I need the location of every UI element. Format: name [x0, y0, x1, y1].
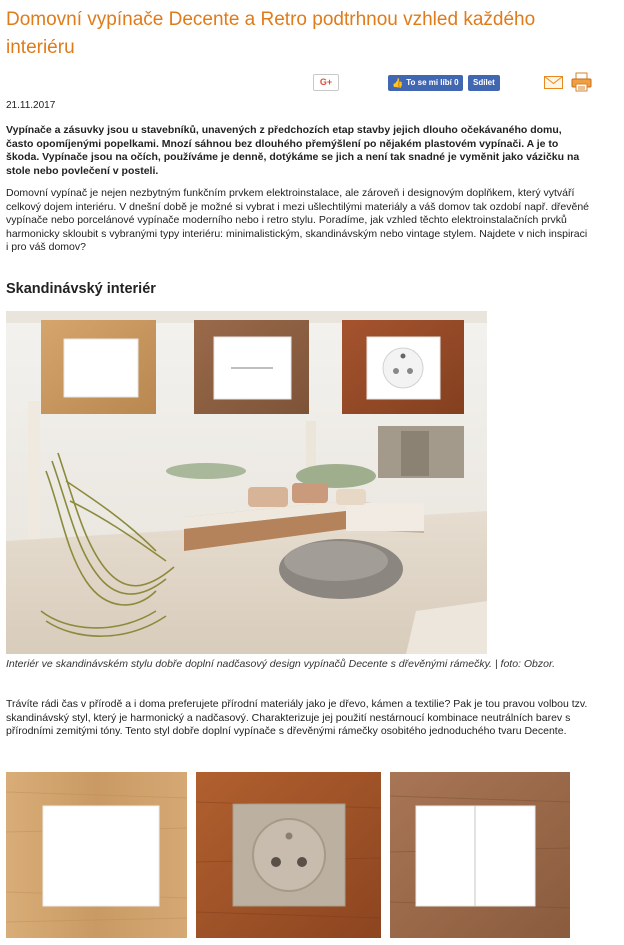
section-heading: Skandinávský interiér	[6, 281, 156, 297]
oak-switch-photo	[6, 772, 187, 938]
interior-photo	[6, 311, 487, 654]
socket-photo	[196, 772, 381, 938]
article-title: Domovní vypínače Decente a Retro podtrhnou vzhled každého interiéru	[6, 9, 536, 58]
photo-caption: Interiér ve skandinávském stylu dobře doplní nadčasový design vypínačů Decente s dřevěnými rámečky. | foto: Obzor.	[6, 658, 555, 670]
facebook-like-button[interactable]	[388, 75, 463, 91]
product-photos-row	[6, 772, 570, 938]
thumbs-up-icon: 👍	[392, 78, 404, 88]
body-paragraph: Domovní vypínač je nejen nezbytným funkčním prvkem elektroinstalace, ale zároveň i designovým doplňkem, který vytváří celkový dojem interiéru. V dnešní době je možné si vybrat i mezi ušlechtilými materiály a váš domov tak ozdobí např. dřevěné vypínače nebo porcelánové vypínače moderního nebo i retro stylu. Poradíme, jak vzhled těchto elektroinstalačních prvků harmonicky skloubit s vybranými typy interiéru: minimalistickým, skandinávským nebo vintage stylem. Najdete v nich inspiraci i pro váš domov?	[6, 187, 590, 253]
share-bar	[0, 72, 624, 94]
like-label: To se mi líbí 0	[406, 78, 459, 87]
print-icon[interactable]	[571, 72, 593, 92]
mail-icon[interactable]	[544, 76, 563, 89]
google-plus-button[interactable]: G+	[313, 74, 339, 91]
lead-paragraph: Vypínače a zásuvky jsou u stavebníků, unavených z předchozích etap stavby jejich dlouho očekávaného domu, často opomíjenými popelkami. Mnozí sáhnou bez dlouhého přemýšlení po nějakém plastovém vypínači. A je to škoda. Vypínače jsou na očích, používáme je denně, dotýkáme se jich a není tak snadné je vyměnit jako vázičku na stole nebo povlečení v posteli.	[6, 124, 580, 177]
double-switch-photo	[390, 772, 570, 938]
facebook-share-button[interactable]: Sdílet	[468, 75, 500, 91]
body-paragraph: Trávíte rádi čas v přírodě a i doma preferujete přírodní materiály jako je dřevo, kámen a textilie? Pak je tou pravou volbou tzv. skandinávský styl, který je harmonický a nadčasový. Charakterizuje jej použití nestárnoucí kombinace neutrálních barev s přírodními zemitými tóny. Tento styl dobře doplní vypínače s dřevěnými rámečky osobitého jednoduchého tvaru Decente.	[6, 698, 588, 737]
article-date: 21.11.2017	[6, 100, 56, 111]
